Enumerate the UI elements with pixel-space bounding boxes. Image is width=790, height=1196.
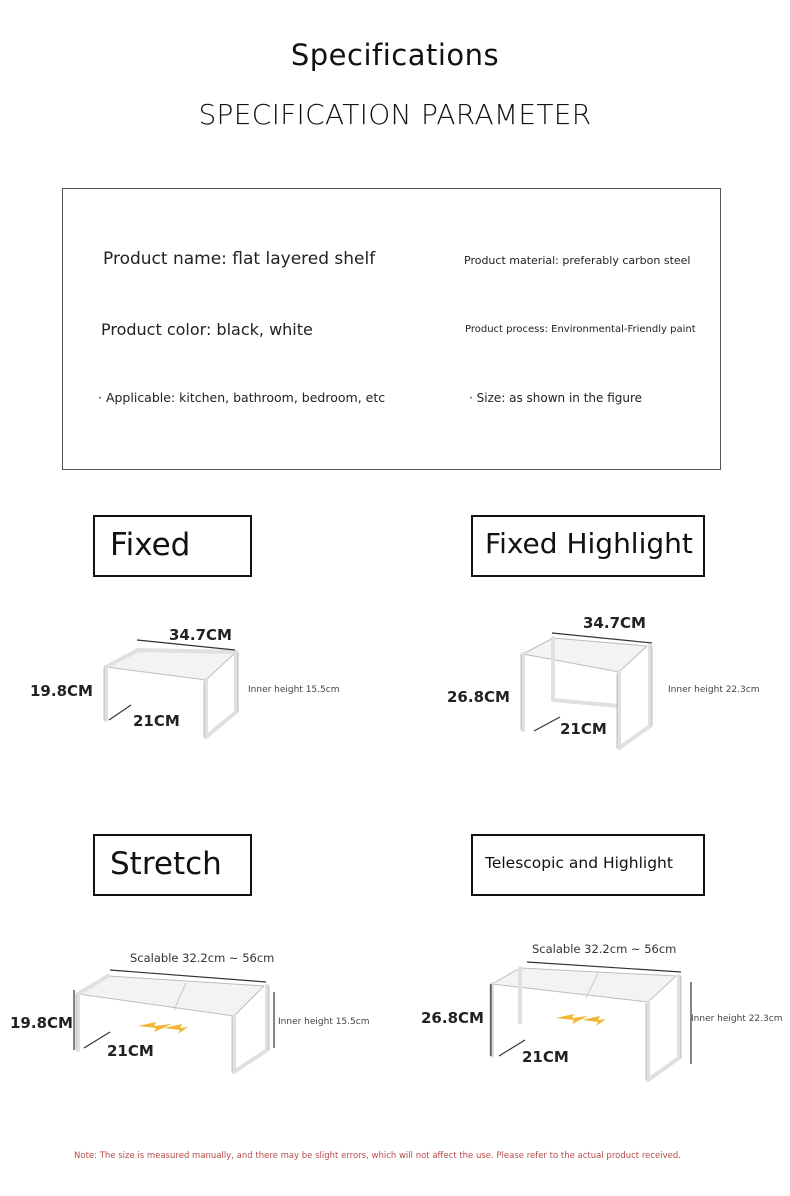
dim-depth-stretch: 21CM bbox=[107, 1042, 154, 1060]
spec-table bbox=[62, 188, 721, 470]
spec-product-material: Product material: preferably carbon steel bbox=[464, 254, 691, 267]
label-telescopic-highlight: Telescopic and Highlight bbox=[471, 834, 705, 896]
label-fixed: Fixed bbox=[93, 515, 252, 577]
spec-product-color: Product color: black, white bbox=[101, 320, 313, 339]
dim-height-telescopic-highlight: 26.8CM bbox=[421, 1009, 484, 1027]
dim-depth-fixed-highlight: 21CM bbox=[560, 720, 607, 738]
spec-product-name: Product name: flat layered shelf bbox=[103, 249, 376, 269]
inner-height-fixed: Inner height 15.5cm bbox=[248, 685, 340, 695]
dim-depth-telescopic-highlight: 21CM bbox=[522, 1048, 569, 1066]
dim-width-fixed: 34.7CM bbox=[169, 626, 232, 644]
page-title: Specifications bbox=[290, 38, 500, 72]
label-fixed-highlight: Fixed Highlight bbox=[471, 515, 705, 577]
inner-height-fixed-highlight: Inner height 22.3cm bbox=[668, 685, 760, 695]
page-subtitle: SPECIFICATION PARAMETER bbox=[198, 98, 592, 131]
spec-applicable: · Applicable: kitchen, bathroom, bedroom, etc bbox=[98, 390, 386, 405]
dim-depth-fixed: 21CM bbox=[133, 712, 180, 730]
dimension-lines-telescopic-highlight bbox=[485, 956, 695, 1084]
dim-height-fixed: 19.8CM bbox=[30, 682, 93, 700]
dim-height-fixed-highlight: 26.8CM bbox=[447, 688, 510, 706]
scalable-stretch: Scalable 32.2cm ~ 56cm bbox=[130, 951, 275, 965]
dim-width-fixed-highlight: 34.7CM bbox=[583, 614, 646, 632]
dimension-lines-stretch bbox=[70, 962, 280, 1082]
label-stretch: Stretch bbox=[93, 834, 252, 896]
inner-height-stretch: Inner height 15.5cm bbox=[278, 1017, 370, 1027]
spec-product-process: Product process: Environmental-Friendly paint bbox=[465, 324, 696, 335]
dim-height-stretch: 19.8CM bbox=[10, 1014, 73, 1032]
footnote: Note: The size is measured manually, and there may be slight errors, which will not affect the use. Please refer to the actual product received. bbox=[74, 1151, 681, 1161]
spec-size: · Size: as shown in the figure bbox=[469, 391, 643, 405]
inner-height-telescopic-highlight: Inner height 22.3cm bbox=[691, 1014, 783, 1024]
scalable-telescopic-highlight: Scalable 32.2cm ~ 56cm bbox=[532, 942, 677, 956]
